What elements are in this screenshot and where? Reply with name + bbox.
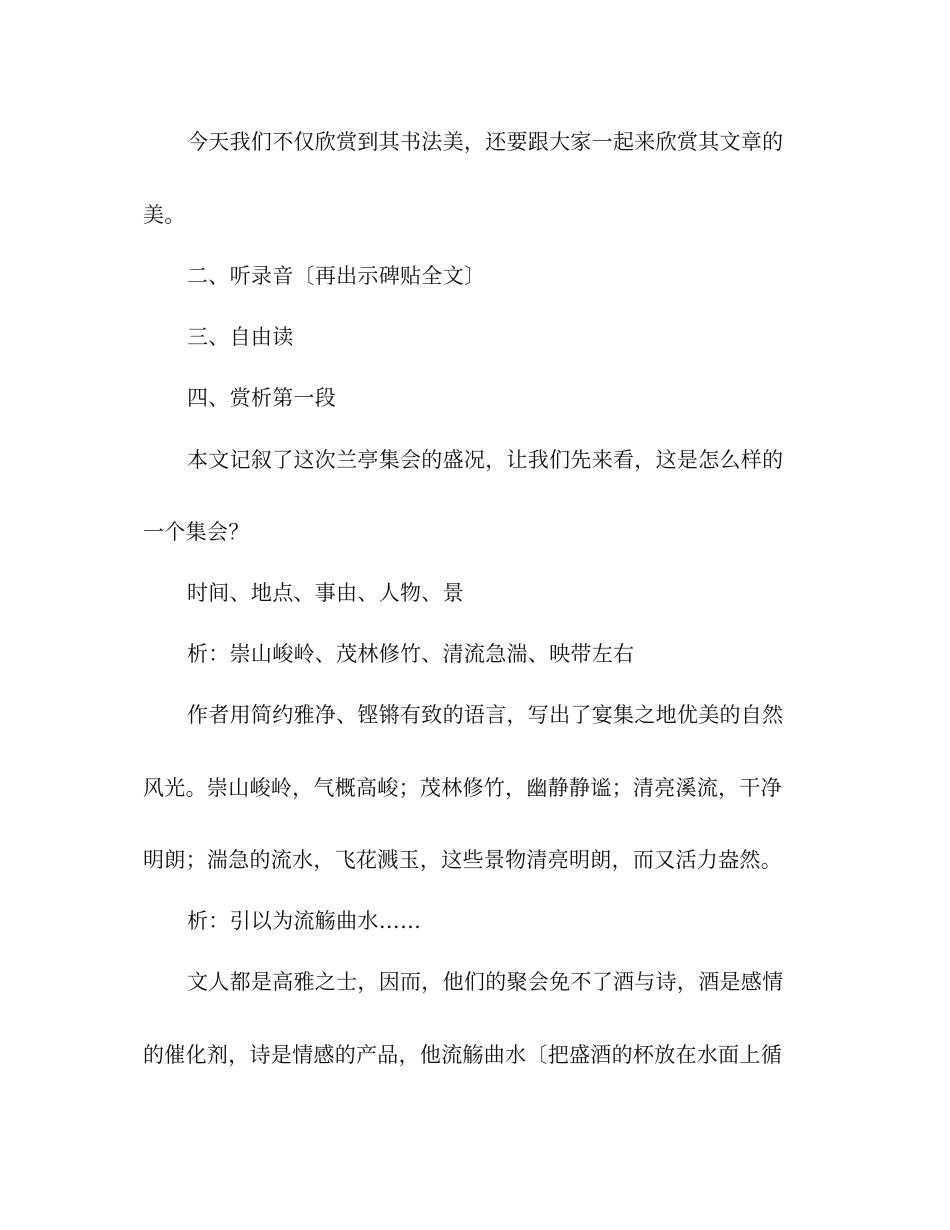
paragraph-line: 美。 xyxy=(143,203,186,227)
paragraph-line: 本文记叙了这次兰亭集会的盛况，让我们先来看，这是怎么样的 xyxy=(187,448,784,472)
section-heading: 三、自由读 xyxy=(187,325,294,349)
paragraph-line: 一个集会？ xyxy=(143,520,250,544)
paragraph-line: 作者用简约雅净、铿锵有致的语言，写出了宴集之地优美的自然 xyxy=(187,703,784,727)
paragraph-line: 时间、地点、事由、人物、景 xyxy=(187,581,464,605)
paragraph-line: 今天我们不仅欣赏到其书法美，还要跟大家一起来欣赏其文章的 xyxy=(187,130,784,154)
paragraph-line: 的催化剂，诗是情感的产品，他流觞曲水〔把盛酒的杯放在水面上循 xyxy=(143,1043,782,1067)
section-heading: 四、赏析第一段 xyxy=(187,386,337,410)
paragraph-line: 明朗；湍急的流水，飞花溅玉，这些景物清亮明朗，而又活力盎然。 xyxy=(143,848,782,872)
analysis-line: 析：引以为流觞曲水…… xyxy=(187,909,422,933)
paragraph-line: 文人都是高雅之士，因而，他们的聚会免不了酒与诗，酒是感情 xyxy=(187,970,784,994)
section-heading: 二、听录音〔再出示碑贴全文〕 xyxy=(187,264,486,288)
paragraph-line: 风光。崇山峻岭，气概高峻；茂林修竹，幽静静谧；清亮溪流，干净 xyxy=(143,776,782,800)
analysis-line: 析：崇山峻岭、茂林修竹、清流急湍、映带左右 xyxy=(187,642,635,666)
